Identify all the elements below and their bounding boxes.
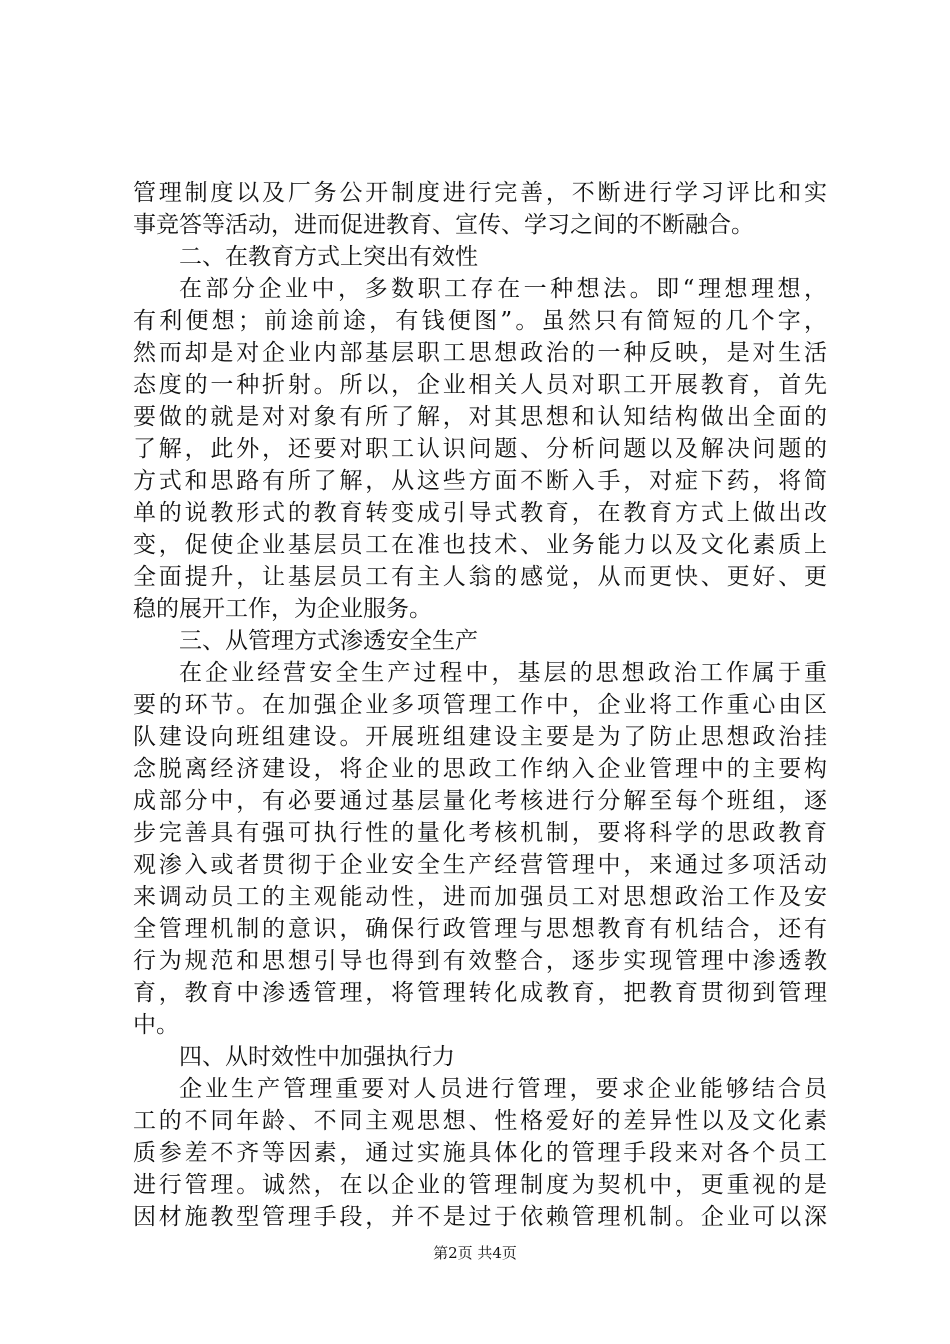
text-line: 全面提升，让基层员工有主人翁的感觉，从而更快、更好、更 (133, 564, 827, 590)
text-line: 质参差不齐等因素，通过实施具体化的管理手段来对各个员工 (133, 1140, 827, 1166)
text-line: 要做的就是对对象有所了解，对其思想和认知结构做出全面的 (133, 404, 827, 430)
text-line: 中。 (133, 1012, 179, 1038)
text-line: 然而却是对企业内部基层职工思想政治的一种反映，是对生活 (133, 340, 827, 366)
text-line: 行为规范和思想引导也得到有效整合，逐步实现管理中渗透教 (133, 948, 827, 974)
text-line: 事竞答等活动，进而促进教育、宣传、学习之间的不断融合。 (133, 212, 754, 238)
text-line: 变，促使企业基层员工在准也技术、业务能力以及文化素质上 (133, 532, 827, 558)
section-heading: 四、从时效性中加强执行力 (179, 1044, 455, 1070)
text-line: 要的环节。在加强企业多项管理工作中，企业将工作重心由区 (133, 692, 827, 718)
text-line: 念脱离经济建设，将企业的思政工作纳入企业管理中的主要构 (133, 756, 827, 782)
text-line: 企业生产管理重要对人员进行管理，要求企业能够结合员 (179, 1076, 827, 1102)
page-number-label: 第2页 共4页 (433, 1244, 517, 1262)
text-line: 在部分企业中，多数职工存在一种想法。即“理想理想， (179, 276, 827, 302)
text-line: 成部分中，有必要通过基层量化考核进行分解至每个班组，逐 (133, 788, 827, 814)
section-heading: 三、从管理方式渗透安全生产 (179, 628, 478, 654)
page-footer (0, 1243, 950, 1263)
text-line: 步完善具有强可执行性的量化考核机制，要将科学的思政教育 (133, 820, 827, 846)
text-line: 了解，此外，还要对职工认识问题、分析问题以及解决问题的 (133, 436, 827, 462)
text-line: 育，教育中渗透管理，将管理转化成教育，把教育贯彻到管理 (133, 980, 827, 1006)
text-line: 进行管理。诚然，在以企业的管理制度为契机中，更重视的是 (133, 1172, 827, 1198)
text-line: 单的说教形式的教育转变成引导式教育，在教育方式上做出改 (133, 500, 827, 526)
text-line: 在企业经营安全生产过程中，基层的思想政治工作属于重 (179, 660, 827, 686)
text-line: 态度的一种折射。所以，企业相关人员对职工开展教育，首先 (133, 372, 827, 398)
text-line: 工的不同年龄、不同主观思想、性格爱好的差异性以及文化素 (133, 1108, 827, 1134)
text-line: 方式和思路有所了解，从这些方面不断入手，对症下药，将简 (133, 468, 827, 494)
text-line: 全管理机制的意识，确保行政管理与思想教育有机结合，还有 (133, 916, 827, 942)
text-line: 因材施教型管理手段，并不是过于依赖管理机制。企业可以深 (133, 1204, 827, 1230)
text-line: 管理制度以及厂务公开制度进行完善，不断进行学习评比和实 (133, 180, 827, 206)
body-text (133, 177, 827, 1233)
text-line: 队建设向班组建设。开展班组建设主要是为了防止思想政治挂 (133, 724, 827, 750)
text-line: 有利便想；前途前途，有钱便图”。虽然只有简短的几个字， (133, 308, 827, 334)
text-line: 稳的展开工作，为企业服务。 (133, 596, 432, 622)
text-line: 来调动员工的主观能动性，进而加强员工对思想政治工作及安 (133, 884, 827, 910)
section-heading: 二、在教育方式上突出有效性 (179, 244, 478, 270)
text-line: 观渗入或者贯彻于企业安全生产经营管理中，来通过多项活动 (133, 852, 827, 878)
